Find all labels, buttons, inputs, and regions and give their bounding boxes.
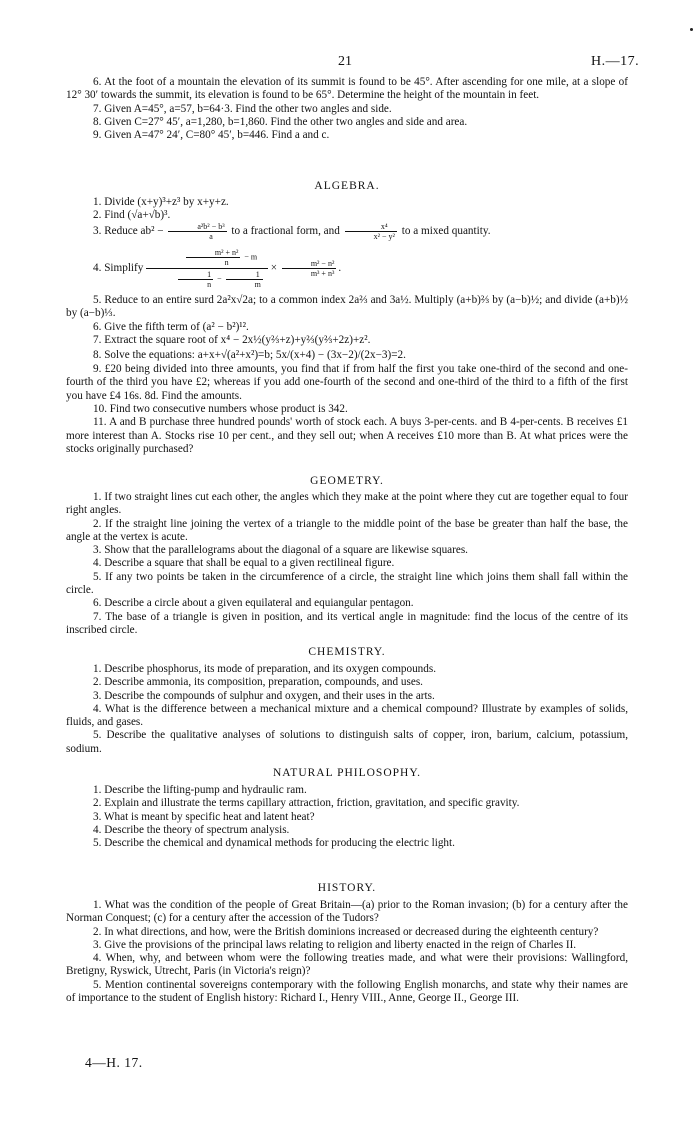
complex-fraction: $\frac{\text{m² + n²}}{n}$ − m $\frac{1}{n}$ − $\frac{1}{m}$ (146, 248, 268, 289)
question: 2. In what directions, and how, were the British dominions increased or decreased during the eighteenth century? (93, 925, 599, 938)
question: 1. If two straight lines cut each other, the angles which they make at the point where they cut are together equal to four right angles. (66, 491, 628, 517)
algebra-question-3 (66, 220, 628, 242)
geometry-questions (66, 491, 628, 637)
question: 9. Given A=47° 24′, C=80° 45′, b=446. Find a and c. (93, 129, 330, 142)
question: 5. Reduce to an entire surd 2a²x√2a; to a common index 2a⅔ and 3a½. Multiply (a+b)⅔ by (a−b)½; and divide (a+b)½ by (a−b)⅓. (66, 294, 628, 320)
question: 3. Describe the compounds of sulphur and oxygen, and their uses in the arts. (93, 689, 435, 702)
question: 1. Describe the lifting-pump and hydraulic ram. (93, 784, 307, 796)
question-text: to a mixed quantity. (401, 225, 491, 237)
question: 4. Describe a square that shall be equal to a given rectilineal figure. (93, 557, 395, 570)
question: 8. Given C=27° 45′, a=1,280, b=1,860. Find the other two angles and side and area. (93, 115, 468, 128)
question-text: 3. Reduce ab² − (93, 225, 164, 237)
fraction: $\frac{\text{a²b² − b³}}{a}$ (168, 222, 226, 241)
question-text: to a fractional form, and (231, 225, 340, 237)
question: 6. At the foot of a mountain the elevation of its summit is found to be 45°. After ascending for one mile, at a slope of 12° 30′ towards the summit, its elevation is found to be 65°. Determine the height of the mountain in feet. (66, 76, 628, 102)
section-title: HISTORY. (317, 882, 377, 894)
question: 4. Describe the theory of spectrum analysis. (93, 823, 290, 836)
question-text: 4. Simplify (93, 262, 144, 274)
paper-reference: H.—17. (591, 54, 640, 69)
algebra-section (66, 180, 628, 193)
question: 5. Describe the qualitative analyses of solutions to distinguish salts of copper, iron, barium, calcium, potassium, sodium. (66, 729, 628, 755)
question: 3. Show that the parallelograms about the diagonal of a square are likewise squares. (93, 544, 468, 557)
question: 4. When, why, and between whom were the following treaties made, and what were their provisions: Wallingford, Bretigny, Ryswick, Utrecht, Paris (in Victoria's reign)? (66, 952, 628, 978)
question: 8. Solve the equations: a+x+√(a²+x²)=b; 5x/(x+4) − (3x−2)/(2x−3)=2. (93, 349, 406, 362)
trigonometry-questions (66, 76, 628, 142)
question: 7. Given A=45°, a=57, b=64·3. Find the other two angles and side. (93, 102, 392, 115)
question: 1. What was the condition of the people of Great Britain—(a) prior to the Roman invasion; (b) for a century after the Norman Conquest; (c) for a century after the accession of the Tudors? (66, 899, 628, 925)
question: 6. Describe a circle about a given equilateral and equiangular pentagon. (93, 597, 414, 610)
algebra-questions (66, 196, 628, 223)
question: 2. If the straight line joining the vertex of a triangle to the middle point of the base be greater than half the base, the angle at the vertex is acute. (66, 517, 628, 543)
question: 11. A and B purchase three hundred pounds' worth of stock each. A buys 3-per-cents. and B 4-per-cents. B receives £1 more interest than A. Stocks rise 10 per cent., and they sell out; when A receives £10 more than B. At what prices were the stocks originally purchased? (66, 416, 628, 455)
signature-mark: 4—H. 17. (85, 1055, 143, 1070)
section-title: ALGEBRA. (314, 180, 380, 192)
question: 3. Give the provisions of the principal laws relating to religion and liberty enacted in the reign of Charles II. (93, 938, 577, 951)
question: 1. Describe phosphorus, its mode of preparation, and its oxygen compounds. (93, 663, 437, 675)
chemistry-questions (66, 663, 628, 756)
question: 3. What is meant by specific heat and latent heat? (93, 810, 315, 823)
question: 4. What is the difference between a mechanical mixture and a chemical compound? Illustrate by examples of solids, fluids, and gases. (66, 702, 628, 729)
geometry-section (66, 475, 628, 488)
question: 7. The base of a triangle is given in position, and its vertical angle in magnitude: find the locus of the centre of its inscribed circle. (66, 610, 628, 636)
question: 2. Find (√a+√b)³. (93, 209, 171, 222)
section-title: CHEMISTRY. (308, 646, 386, 658)
edge-mark (690, 28, 693, 31)
fraction: $\frac{\text{m² − n²}}{\text{m³ + n³}}$ (282, 259, 337, 278)
question: 10. Find two consecutive numbers whose product is 342. (93, 403, 348, 416)
natural-philosophy-section (66, 767, 628, 780)
question: 9. £20 being divided into three amounts, you find that if from half the first you take one-third of the second and one-fourth of the third you have £2; whereas if you add one-fourth of the second and one-third of the third to a fifth of the first you have £4 16s. 8d. Find the amounts. (66, 363, 628, 402)
question: 1. Divide (x+y)³+z³ by x+y+z. (93, 196, 229, 208)
chemistry-section (66, 646, 628, 659)
algebra-questions-continued (66, 294, 628, 456)
algebra-question-4: 4. Simplify $\frac{\text{m² + n²}}{n}$ − m $\frac{1}{n}$ − $\frac{1}{m}$ × $\frac{\text{m² − n²}}{\text{m³ + n³}}$ . (93, 247, 342, 289)
fraction: $\frac{\text{x⁴}}{\text{x² − y²}}$ (345, 222, 397, 241)
question: 7. Extract the square root of x⁴ − 2x½(y⅔+z)+y⅔(y⅔+2z)+z². (93, 333, 371, 346)
question: 5. Mention continental sovereigns contemporary with the following English monarchs, and state why their names are of importance to the student of English history: Richard I., Henry VIII., Anne, George II., George III. (66, 978, 628, 1005)
question: 5. If any two points be taken in the circumference of a circle, the straight line which joins them shall fall within the circle. (66, 570, 628, 597)
natural-philosophy-questions (66, 784, 628, 850)
question: 2. Explain and illustrate the terms capillary attraction, friction, gravitation, and specific gravity. (93, 797, 520, 810)
question: 2. Describe ammonia, its composition, preparation, compounds, and uses. (93, 676, 423, 689)
question: 6. Give the fifth term of (a² − b²)¹². (93, 320, 249, 333)
history-section (66, 882, 628, 895)
section-title: NATURAL PHILOSOPHY. (272, 767, 422, 779)
page-number: 21 (338, 54, 352, 69)
history-questions (66, 899, 628, 1005)
section-title: GEOMETRY. (310, 475, 384, 487)
question: 5. Describe the chemical and dynamical methods for producing the electric light. (93, 837, 455, 850)
